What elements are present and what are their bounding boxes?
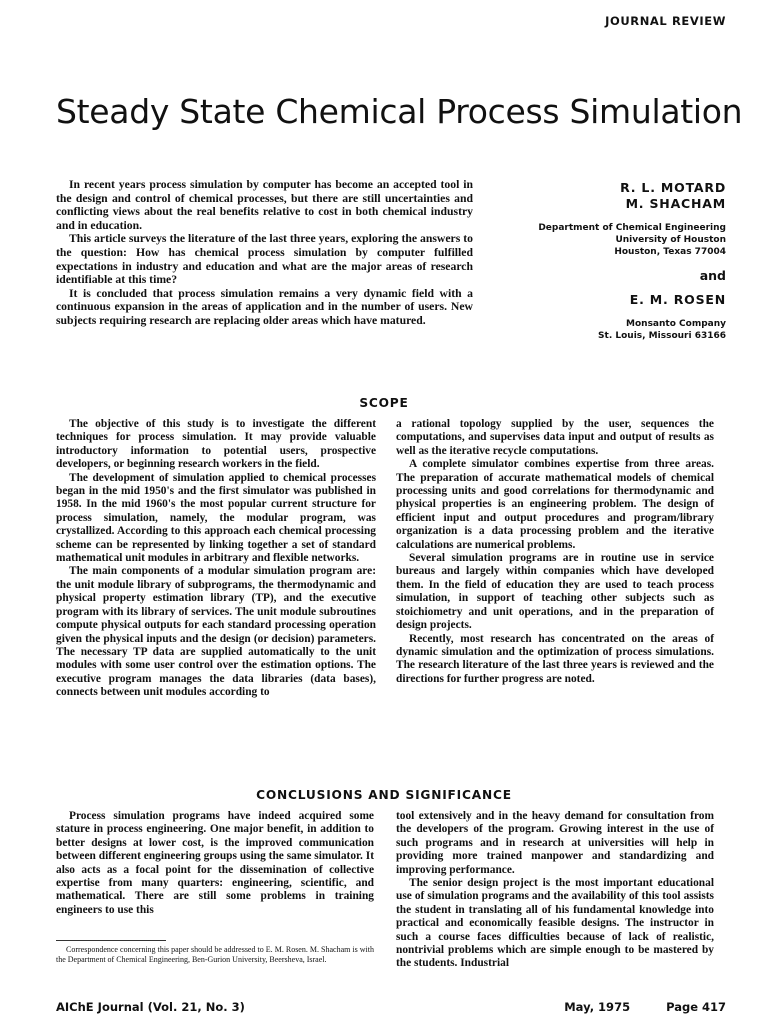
footnote: Correspondence concerning this paper should be addressed to E. M. Rosen. M. Shacham is with the Department of Chemical Engineering, Ben-Gurion University, Beersheva, Israel. [56,945,374,964]
author-name: R. L. MOTARD [620,180,726,195]
author-block [476,180,726,342]
body-paragraph: The senior design project is the most important educational use of simulation programs and the availability of this tool assists the student in translating all of his fundamental knowledge into practical and economically feasible designs. The instructor in such a course faces difficulties because of lack of realistic, nontrivial problems which are simple enough to be mastered by the students. Industrial [396,877,714,970]
article-title: Steady State Chemical Process Simulation [56,92,743,131]
conclusions-right-column [396,810,714,971]
author-conjunction: and [699,267,726,283]
page-number: Page 417 [666,1000,726,1014]
scope-heading: SCOPE [359,396,409,410]
abstract-paragraph: This article surveys the literature of the last three years, exploring the answers to the question: How has chemical process simulation by computer fulfilled expectations in industry and education and what are the major areas of research identifiable at this time? [56,232,473,287]
section-label: JOURNAL REVIEW [605,14,726,28]
author-name: M. SHACHAM [625,196,726,211]
abstract [56,178,473,328]
conclusions-left-column [56,810,374,917]
conclusions-heading: CONCLUSIONS AND SIGNIFICANCE [256,788,512,802]
affiliation-line: Houston, Texas 77004 [614,247,726,258]
body-paragraph: Process simulation programs have indeed acquired some stature in process engineering. One major benefit, in addition to better designs at lower cost, is the improved communication between different engineering groups using the same simulator. It also acts as a focal point for the dissemination of collective expertise from many quarters: engineering, scientific, and mathematical. There are still some problems in training engineers to use this [56,810,374,916]
affiliation-line: St. Louis, Missouri 63166 [598,330,726,341]
scope-left-column [56,418,376,700]
body-paragraph: tool extensively and in the heavy demand for consultation from the developers of the program. Growing interest in the use of such programs and in research at universities will help in providing more trained manpower and standardizing and improving performance. [396,810,714,876]
abstract-paragraph: It is concluded that process simulation remains a very dynamic field with a continuous expansion in the areas of application and in the number of users. New subjects requiring research are replacing older areas which have matured. [56,286,473,327]
body-paragraph: Recently, most research has concentrated on the areas of dynamic simulation and the optimization of process simulations. The research literature of the last three years is reviewed and the directions for further progress are noted. [396,632,714,685]
affiliation-line: University of Houston [615,235,726,246]
footnote-rule [56,940,166,941]
scope-right-column [396,418,714,686]
publication-date: May, 1975 [564,1000,631,1014]
affiliation-line: Department of Chemical Engineering [538,223,726,233]
body-paragraph: Several simulation programs are in routine use in service bureaus and largely within companies which have developed them. In the field of education they are used to teach process simulation, in support of teaching other subjects such as stoichiometry and unit operations, and in the preparation of design projects. [396,552,714,632]
journal-citation: AIChE Journal (Vol. 21, No. 3) [56,1000,245,1014]
body-paragraph: a rational topology supplied by the user, sequences the computations, and supervises data input and output of results as well as the iterative recycle computations. [396,418,714,457]
body-paragraph: The objective of this study is to investigate the different techniques for process simulation. It may provide valuable introductory information to potential users, prospective developers, or beginning research workers in the field. [56,418,376,471]
footer-right [564,1000,726,1014]
body-paragraph: A complete simulator combines expertise from three areas. The preparation of accurate mathematical models of chemical processing units and good correlations for thermodynamic and physical properties is an engineering problem. The design of efficient input and output procedures and program/library organization is a data processing problem and the iterative calculations are numerical problems. [396,458,714,551]
body-paragraph: The development of simulation applied to chemical processes began in the mid 1950's and the first simulator was published in 1958. In the mid 1960's the most popular current structure for process simulation, namely, the modular program, was crystallized. According to this approach each chemical processing scheme can be represented by linking together a set of standard mathematical unit modules in arbitrary and flexible networks. [56,471,376,565]
author-name: E. M. ROSEN [629,291,726,307]
affiliation-line: Monsanto Company [626,318,726,329]
abstract-paragraph: In recent years process simulation by computer has become an accepted tool in the design and control of chemical processes, but there are still uncertainties and conflicting views about the real benefits relative to cost in both chemical industry and in education. [56,178,473,232]
body-paragraph: The main components of a modular simulation program are: the unit module library of subprograms, the thermodynamic and physical property estimation library (TP), and the executive program with its library of services. The unit module subroutines compute physical outputs for each standard processing operation given the physical inputs and the design (or decision) parameters. The necessary TP data are supplied automatically to the unit modules with some user control over the estimation options. The executive program manages the data libraries (data bases), connects between unit modules according to [56,565,376,699]
